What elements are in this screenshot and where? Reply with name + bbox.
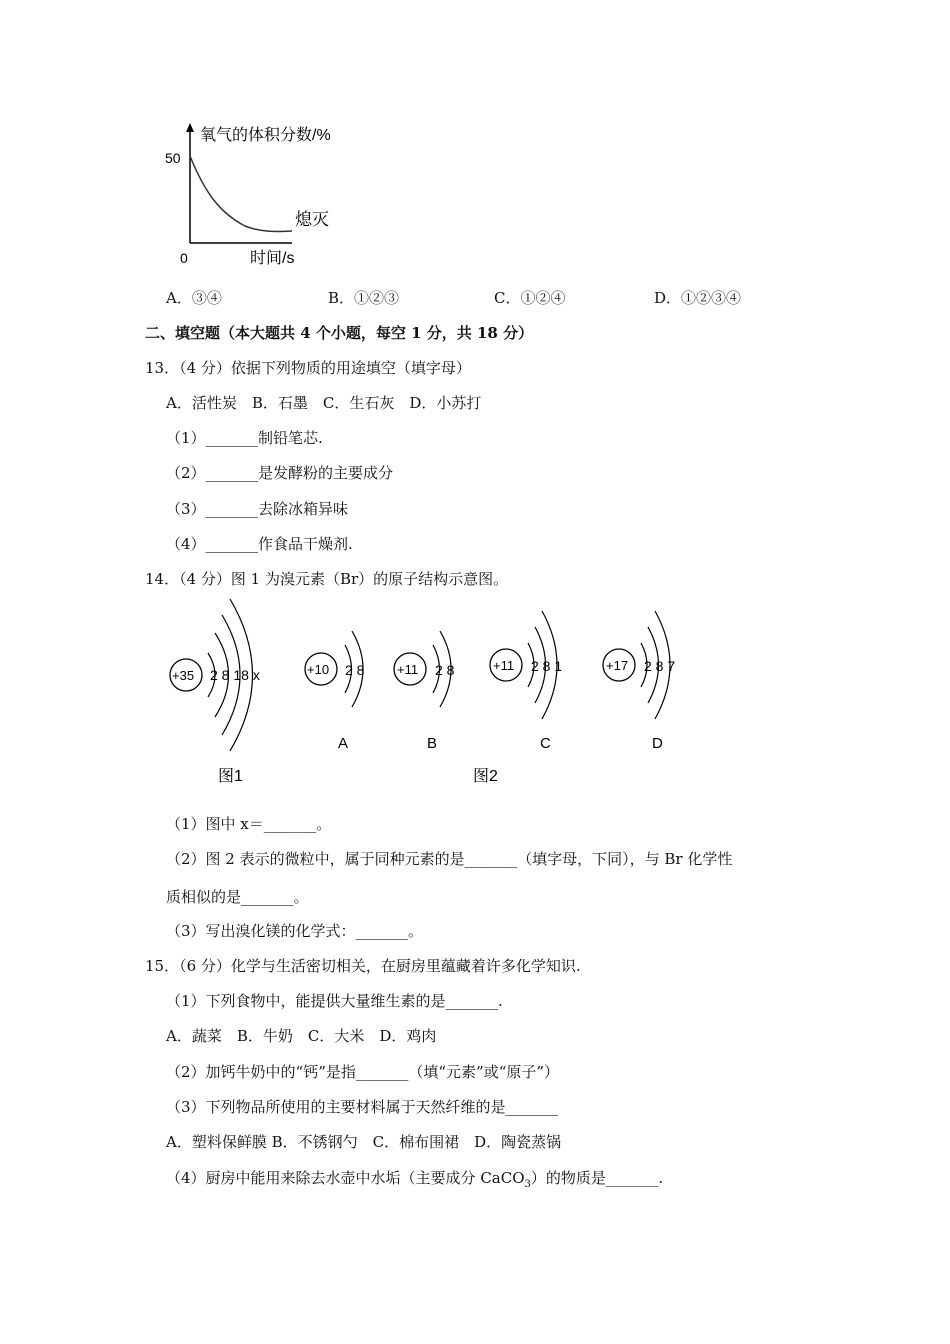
graph-curve [190, 156, 292, 231]
atom-c-shell-electrons: 2 8 1 [531, 658, 563, 674]
atom-a-shell-electrons: 2 8 [345, 662, 365, 678]
atom-d-shell-electrons: 2 8 7 [644, 658, 676, 674]
fig1-caption: 图1 [218, 768, 243, 785]
q12-option-c: C．①②④ [494, 289, 566, 307]
atom-d-letter: D [652, 735, 663, 752]
q15-item-3-options: A．塑料保鲜膜 B．不锈钢勺 C．棉布围裙 D．陶瓷蒸锅 [166, 1133, 562, 1151]
atom-diagrams [160, 595, 720, 795]
fig2-caption: 图2 [473, 768, 498, 785]
graph-origin: 0 [180, 250, 188, 266]
q15-item-1-options: A．蔬菜 B．牛奶 C．大米 D．鸡肉 [166, 1027, 437, 1045]
q12-option-d: D．①②③④ [654, 289, 742, 307]
atom-a-diagram [305, 631, 365, 752]
atom-c-letter: C [540, 735, 551, 752]
atom-a-letter: A [338, 735, 349, 752]
q15-item-3: （3）下列物品所使用的主要材料属于天然纤维的是_______ [166, 1098, 559, 1116]
q14-item-2-cont: 质相似的是_______。 [166, 888, 309, 906]
q15-stem: 15．（6 分）化学与生活密切相关，在厨房里蕴藏着许多化学知识. [145, 957, 581, 975]
graph-annotation: 熄灭 [295, 210, 329, 229]
q13-item-1: （1）_______制铅笔芯. [166, 429, 323, 447]
atom-c-nucleus-label: +11 [493, 658, 515, 673]
br-shell-electrons: 2 8 18 x [210, 667, 260, 683]
atom-d-nucleus-label: +17 [606, 658, 629, 673]
q13-item-4: （4）_______作食品干燥剂. [166, 535, 353, 553]
q14-stem: 14．（4 分）图 1 为溴元素（Br）的原子结构示意图。 [145, 570, 509, 588]
q15-item-4-subscript: 3 [524, 1179, 531, 1190]
section-2-title: 二、填空题（本大题共 4 个小题，每空 1 分，共 18 分） [145, 324, 534, 342]
q13-item-2: （2）_______是发酵粉的主要成分 [166, 464, 394, 482]
q13-options: A．活性炭 B．石墨 C．生石灰 D．小苏打 [166, 394, 482, 412]
graph-y-arrow [186, 123, 194, 132]
q15-item-1: （1）下列食物中，能提供大量维生素的是_______. [166, 992, 503, 1010]
q14-item-3: （3）写出溴化镁的化学式：_______。 [166, 922, 424, 940]
q12-option-a: A．③④ [166, 289, 222, 307]
q14-item-2: （2）图 2 表示的微粒中，属于同种元素的是_______（填字母，下同），与 Br 化学性 [166, 850, 733, 868]
atom-b-letter: B [427, 735, 438, 752]
atom-b-diagram [394, 631, 455, 752]
atom-a-nucleus-label: +10 [307, 662, 330, 677]
br-nucleus-label: +35 [172, 668, 195, 683]
q15-item-4 [166, 1167, 663, 1190]
q14-item-1: （1）图中 x＝_______。 [166, 815, 332, 833]
graph-ylabel: 氧气的体积分数/% [200, 127, 331, 144]
q15-item-4-before: （4）厨房中能用来除去水壶中水垢（主要成分 CaCO [166, 1169, 525, 1187]
q15-item-2: （2）加钙牛奶中的“钙”是指_______（填“元素”或“原子”） [166, 1063, 560, 1081]
q13-item-3: （3）_______去除冰箱异味 [166, 500, 349, 518]
br-atom-diagram [170, 599, 260, 751]
atom-d-diagram [603, 611, 675, 752]
q13-stem: 13．（4 分）依据下列物质的用途填空（填字母） [145, 359, 471, 377]
atom-b-shell-electrons: 2 8 [435, 662, 455, 678]
atom-c-diagram [490, 611, 562, 752]
atom-b-nucleus-label: +11 [397, 662, 419, 677]
graph-y-tick: 50 [165, 150, 181, 166]
q12-option-b: B．①②③ [328, 289, 400, 307]
q15-item-4-after: ）的物质是_______. [530, 1169, 664, 1187]
oxygen-graph [160, 118, 360, 273]
graph-xlabel: 时间/s [250, 250, 295, 267]
